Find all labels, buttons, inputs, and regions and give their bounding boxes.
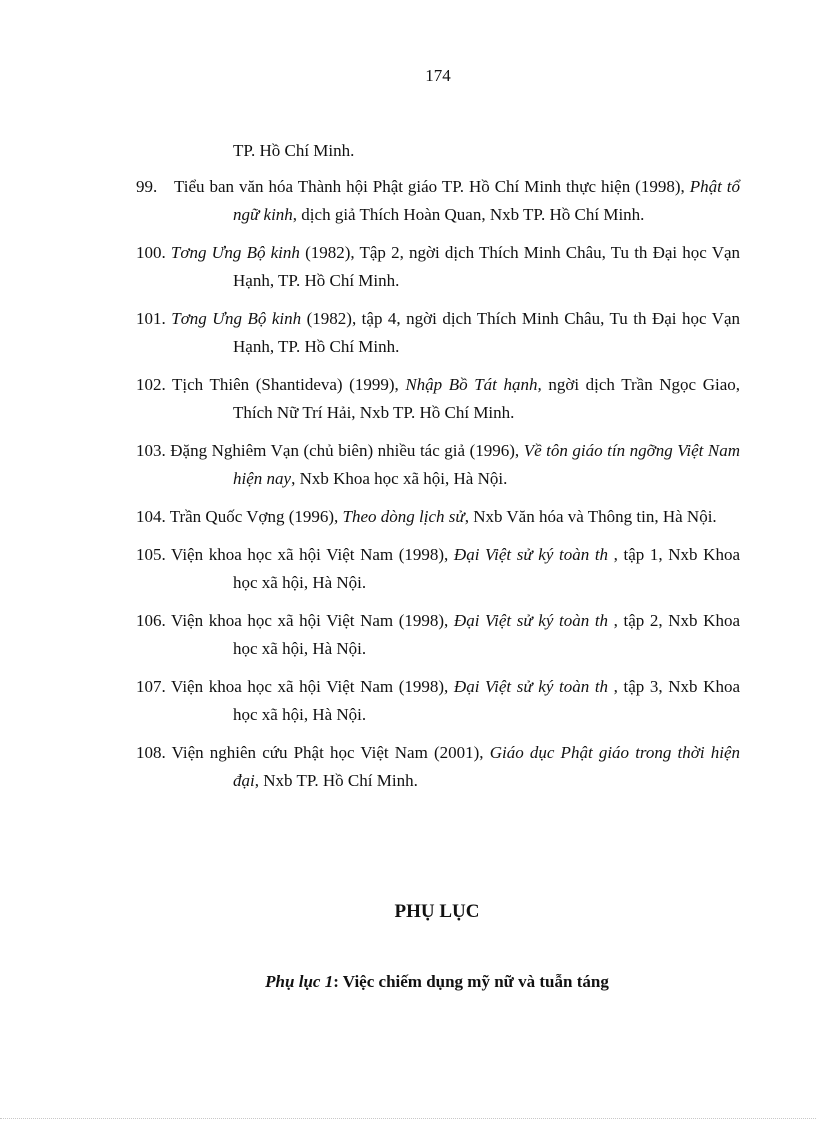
reference-text: Viện khoa học xã hội Việt Nam (1998), <box>165 545 454 564</box>
reference-text: ngời dịch Trần Ngọc Giao, Thích Nữ Trí Hải, Nxb TP. Hồ Chí Minh. <box>233 375 740 422</box>
reference-text: Trần Quốc Vợng (1996), <box>165 507 343 526</box>
reference-item-101 <box>136 305 740 361</box>
reference-title: Giáo dục Phật giáo trong thời hiện đại <box>233 743 740 790</box>
reference-text: Viện khoa học xã hội Việt Nam (1998), <box>165 677 454 696</box>
reference-text: , Nxb Khoa học xã hội, Hà Nội. <box>291 469 508 488</box>
reference-text: (1982), tập 4, ngời dịch Thích Minh Châu, Tu th Đại học Vạn Hạnh, TP. Hồ Chí Minh. <box>233 309 741 356</box>
reference-number: 105. <box>136 545 166 564</box>
reference-title: Tơng Ưng Bộ kinh <box>171 309 302 328</box>
reference-continuation <box>136 137 740 165</box>
reference-item-105 <box>136 541 740 597</box>
reference-item-103 <box>136 437 740 493</box>
reference-list <box>136 137 740 805</box>
reference-number: 102. <box>136 375 166 394</box>
appendix-subheading <box>0 972 816 992</box>
reference-number: 99. <box>136 177 158 196</box>
reference-text: Tiểu ban văn hóa Thành hội Phật giáo TP. Hồ Chí Minh thực hiện (1998), <box>174 177 690 196</box>
reference-text: , dịch giả Thích Hoàn Quan, Nxb TP. Hồ Chí Minh. <box>292 205 645 224</box>
reference-title: Về tôn giáo tín ngỡng Việt Nam hiện nay <box>233 441 740 488</box>
reference-title: Đại Việt sử ký toàn th <box>453 611 609 630</box>
appendix-sub-text: : Việc chiếm dụng mỹ nữ và tuẫn táng <box>333 972 609 991</box>
reference-number: 108. <box>136 743 166 762</box>
reference-title: Đại Việt sử ký toàn th <box>453 677 609 696</box>
reference-item-104 <box>136 503 740 531</box>
reference-text: (1982), Tập 2, ngời dịch Thích Minh Châu, Tu th Đại học Vạn Hạnh, TP. Hồ Chí Minh. <box>233 243 741 290</box>
reference-text: , Nxb TP. Hồ Chí Minh. <box>254 771 418 790</box>
reference-title: Nhập Bồ Tát hạnh, <box>405 375 542 394</box>
reference-item-100 <box>136 239 740 295</box>
reference-item-99 <box>136 173 740 229</box>
appendix-heading: PHỤ LỤC <box>394 901 480 922</box>
reference-number: 106. <box>136 611 166 630</box>
reference-item-106 <box>136 607 740 663</box>
reference-title: Theo dòng lịch sử <box>342 507 465 526</box>
reference-text: , tập 1, Nxb Khoa học xã hội, Hà Nội. <box>233 545 740 592</box>
reference-text: Viện nghiên cứu Phật học Việt Nam (2001), <box>165 743 490 762</box>
reference-item-108 <box>136 739 740 795</box>
page-number: 174 <box>425 66 451 85</box>
appendix-sub-label: Phụ lục 1 <box>265 972 334 991</box>
reference-title: Phật tổ ngữ kinh <box>233 177 740 224</box>
reference-text: Tịch Thiên (Shantideva) (1999), <box>165 375 406 394</box>
reference-text: , tập 3, Nxb Khoa học xã hội, Hà Nội. <box>233 677 740 724</box>
reference-number: 103. <box>136 441 166 460</box>
reference-text: Viện khoa học xã hội Việt Nam (1998), <box>165 611 454 630</box>
reference-number: 100. <box>136 243 166 262</box>
reference-text: , Nxb Văn hóa và Thông tin, Hà Nội. <box>464 507 717 526</box>
page-edge-divider <box>0 1118 816 1119</box>
reference-title: Đại Việt sử ký toàn th <box>453 545 609 564</box>
reference-title: Tơng Ưng Bộ kinh <box>170 243 300 262</box>
reference-text: , tập 2, Nxb Khoa học xã hội, Hà Nội. <box>233 611 740 658</box>
reference-number: 101. <box>136 309 166 328</box>
reference-number: 107. <box>136 677 166 696</box>
reference-text: Đặng Nghiêm Vạn (chủ biên) nhiều tác giả (1996), <box>165 441 524 460</box>
reference-item-107 <box>136 673 740 729</box>
reference-number: 104. <box>136 507 166 526</box>
reference-continuation-text: TP. Hồ Chí Minh. <box>233 141 355 160</box>
reference-item-102 <box>136 371 740 427</box>
